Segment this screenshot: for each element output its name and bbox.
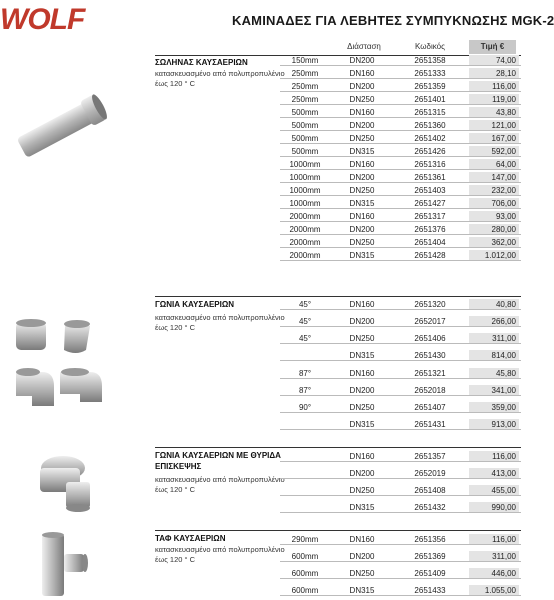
section-description: κατασκευασμένο από πολυπροπυλένιο έως 120 ° C xyxy=(155,545,285,564)
section-elbow xyxy=(155,296,521,436)
table-row: 150mm DN200 2651358 74,00 xyxy=(155,55,521,66)
table-row: DN315 2651430 814,00 xyxy=(155,350,521,361)
table-row: DN315 2651432 990,00 xyxy=(155,502,521,513)
table-row: 45° DN250 2651406 311,00 xyxy=(155,333,521,344)
table-row: 250mm DN250 2651401 119,00 xyxy=(155,94,521,105)
section-title: ΓΩΝΙΑ ΚΑΥΣΑΕΡΙΩΝ xyxy=(155,300,235,309)
table-row: 2000mm DN160 2651317 93,00 xyxy=(155,211,521,222)
elbow-images xyxy=(10,312,110,412)
table-row: 600mm DN200 2651369 311,00 xyxy=(155,551,521,562)
page-title: ΚΑΜΙΝΑΔΕΣ ΓΙΑ ΛΕΒΗΤΕΣ ΣΥΜΠΥΚΝΩΣΗΣ MGK-2 xyxy=(232,13,554,28)
table-row: 1000mm DN200 2651361 147,00 xyxy=(155,172,521,183)
inspection-elbow-image xyxy=(30,448,100,518)
table-row: 1000mm DN315 2651427 706,00 xyxy=(155,198,521,209)
table-row: 500mm DN160 2651315 43,80 xyxy=(155,107,521,118)
table-row: 500mm DN315 2651426 592,00 xyxy=(155,146,521,157)
flue-pipe-image xyxy=(12,88,112,168)
table-row: 87° DN160 2651321 45,80 xyxy=(155,368,521,379)
column-header-price: Τιμή € xyxy=(469,40,516,54)
table-row: 1000mm DN250 2651403 232,00 xyxy=(155,185,521,196)
table-row: 250mm DN200 2651359 116,00 xyxy=(155,81,521,92)
section-title: ΓΩΝΙΑ ΚΑΥΣΑΕΡΙΩΝ ΜΕ ΘΥΡΙΔΑ ΕΠΙΣΚΕΨΗΣ xyxy=(155,451,281,471)
section-inspection-elbow xyxy=(155,447,521,517)
table-row: 290mm DN160 2651356 116,00 xyxy=(155,534,521,545)
section-description: κατασκευασμένο από πολυπροπυλένιο έως 120 ° C xyxy=(155,313,285,332)
section-tee xyxy=(155,530,521,600)
table-row: 500mm DN200 2651360 121,00 xyxy=(155,120,521,131)
table-row: 2000mm DN200 2651376 280,00 xyxy=(155,224,521,235)
table-row: DN250 2651408 455,00 xyxy=(155,485,521,496)
table-row: 45° DN200 2652017 266,00 xyxy=(155,316,521,327)
table-row: 45° DN160 2651320 40,80 xyxy=(155,299,521,310)
tee-image xyxy=(30,530,100,600)
table-row: 90° DN250 2651407 359,00 xyxy=(155,402,521,413)
table-row: 1000mm DN160 2651316 64,00 xyxy=(155,159,521,170)
table-row: DN200 2652019 413,00 xyxy=(155,468,521,479)
table-row: 600mm DN315 2651433 1.055,00 xyxy=(155,585,521,596)
table-row: DN315 2651431 913,00 xyxy=(155,419,521,430)
table-row: 87° DN200 2652018 341,00 xyxy=(155,385,521,396)
section-title: ΣΩΛΗΝΑΣ ΚΑΥΣΑΕΡΙΩΝ xyxy=(155,58,248,67)
wolf-logo: WOLF xyxy=(0,3,85,36)
table-row: 2000mm DN315 2651428 1.012,00 xyxy=(155,250,521,261)
table-row: 2000mm DN250 2651404 362,00 xyxy=(155,237,521,248)
table-row: DN160 2651357 116,00 xyxy=(155,451,521,462)
section-flue-pipe xyxy=(155,55,521,285)
column-header-diameter: Διάσταση xyxy=(347,42,381,51)
table-row: 250mm DN160 2651333 28,10 xyxy=(155,68,521,79)
table-row: 600mm DN250 2651409 446,00 xyxy=(155,568,521,579)
section-description: κατασκευασμένο από πολυπροπυλένιο έως 120 ° C xyxy=(155,475,285,494)
column-header-code: Κωδικός xyxy=(415,42,445,51)
table-row: 500mm DN250 2651402 167,00 xyxy=(155,133,521,144)
section-description: κατασκευασμένο από πολυπροπυλένιο έως 120 ° C xyxy=(155,69,285,88)
section-title: ΤΑΦ ΚΑΥΣΑΕΡΙΩΝ xyxy=(155,534,226,543)
